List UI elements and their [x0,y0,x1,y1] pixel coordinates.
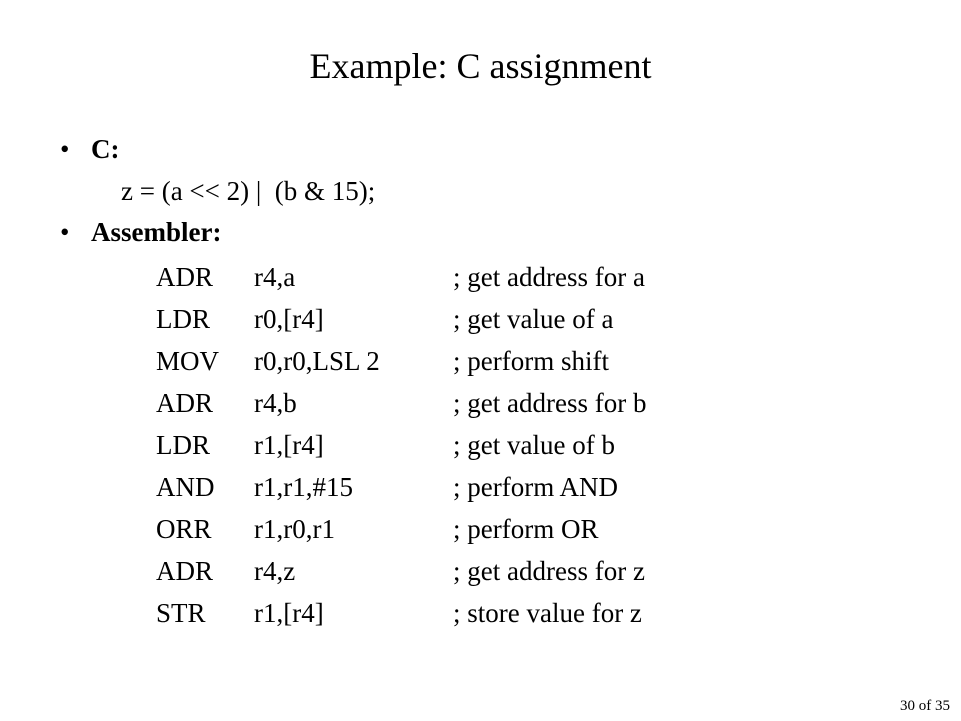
asm-operands: r1,r0,r1 [254,514,335,544]
c-label: C: [91,134,120,164]
asm-operands: r0,r0,LSL 2 [254,346,380,376]
asm-opcode: ORR [156,514,212,544]
bullet-glyph: • [60,134,70,164]
asm-operands: r1,r1,#15 [254,472,353,502]
asm-operands: r0,[r4] [254,304,324,334]
asm-opcode: MOV [156,346,220,376]
asm-opcode: STR [156,598,206,628]
assembler-listing [156,256,646,634]
asm-line [156,550,646,592]
asm-line [156,508,646,550]
asm-opcode: LDR [156,304,210,334]
asm-line [156,592,646,634]
slide-title: Example: C assignment [309,46,652,86]
asm-line [156,382,646,424]
asm-line [156,256,646,298]
assembler-label: Assembler: [91,217,222,247]
asm-comment: ; perform AND [453,472,618,502]
asm-line [156,340,646,382]
asm-opcode: ADR [156,262,214,292]
c-code-line: z = (a << 2) | (b & 15); [121,176,376,206]
asm-operands: r4,a [254,262,296,292]
asm-line [156,424,646,466]
asm-comment: ; perform OR [453,514,599,544]
asm-opcode: LDR [156,430,210,460]
asm-comment: ; get address for a [453,262,645,292]
asm-comment: ; get address for b [453,388,647,418]
asm-comment: ; perform shift [453,346,609,376]
asm-comment: ; get address for z [453,556,645,586]
asm-line [156,298,646,340]
asm-operands: r1,[r4] [254,598,324,628]
asm-opcode: ADR [156,556,214,586]
bullet-assembler [60,215,221,249]
bullet-c [60,132,120,166]
asm-operands: r4,b [254,388,297,418]
asm-opcode: ADR [156,388,214,418]
asm-line [156,466,646,508]
page-number: 30 of 35 [900,698,950,714]
asm-operands: r1,[r4] [254,430,324,460]
asm-operands: r4,z [254,556,296,586]
asm-comment: ; store value for z [453,598,642,628]
bullet-glyph: • [60,217,70,247]
asm-opcode: AND [156,472,215,502]
asm-comment: ; get value of a [453,304,614,334]
asm-comment: ; get value of b [453,430,615,460]
